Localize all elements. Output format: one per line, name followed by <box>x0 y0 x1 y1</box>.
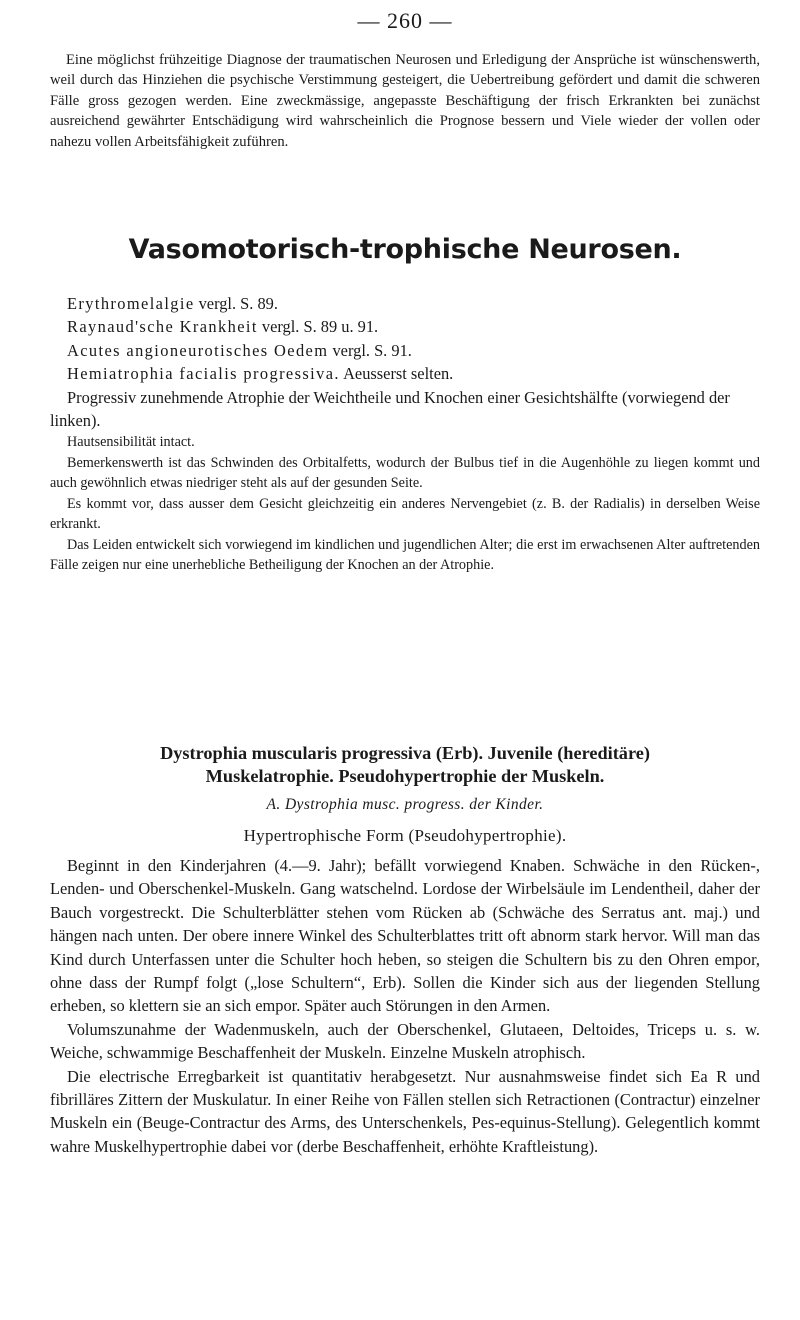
entry-term: Hemiatrophia facialis progressiva. <box>67 364 340 384</box>
entry-text: Aeusserst selten. <box>339 364 454 384</box>
heading-line: Dystrophia muscularis progressiva (Erb). Juvenile (hereditäre) <box>160 743 650 763</box>
entry-term: Acutes angioneurotisches Oedem <box>67 340 329 360</box>
entry-text: vergl. S. 89 u. 91. <box>257 317 379 337</box>
body-paragraph: Die electrische Erregbarkeit ist quantitativ herabgesetzt. Nur ausnahmsweise findet sich Ea R und fibrilläres Zittern der Muskulatur. In einer Reihe von Fällen stellen sich Retractionen (Contractur) einzelner Muskeln ein (Beuge-Contractur des Arms, des Unterschenkels, Pes-equinus-Stellung). Gelegentlich kommt wahre Muskelhypertrophie dabei vor (derbe Beschaffenheit, erhöhte Kraftleistung). <box>50 1066 760 1156</box>
note-paragraph: Das Leiden entwickelt sich vorwiegend im kindlichen und jugendlichen Alter; die erst im erwachsenen Alter auftretenden Fälle zeigen nur eine unerhebliche Betheiligung der Knochen an der Atrophie. <box>50 536 760 574</box>
entry-angioneurotic-oedema <box>50 339 760 362</box>
entry-hemiatrophia <box>50 362 760 385</box>
entry-term: Raynaud'sche Krankheit <box>67 317 258 337</box>
entry-text: vergl. S. 91. <box>328 340 412 360</box>
form-heading: Hypertrophische Form (Pseudohypertrophie). <box>243 826 567 845</box>
note-paragraph: Bemerkenswerth ist das Schwinden des Orbitalfetts, wodurch der Bulbus tief in die Augenhöhle zu liegen kommt und auch gewöhnlich etwas niedriger steht als auf der gesunden Seite. <box>50 454 760 492</box>
entry-erythromelalgie <box>50 292 760 315</box>
page-number: — 260 — <box>357 8 453 33</box>
subheading-children: A. Dystrophia musc. progress. der Kinder. <box>266 796 544 813</box>
section-vasomotor <box>50 292 760 576</box>
small-print-notes <box>50 432 760 576</box>
intro-paragraph: Eine möglichst frühzeitige Diagnose der traumatischen Neurosen und Erledigung der Ansprüche ist wünschenswerth, weil durch das Hinziehen die psychische Verstimmung gesteigert, die Uebertreibung gefördert und damit die schweren Fälle gross gezogen werden. Eine zweckmässige, angepasste Beschäftigung der frisch Erkrankten bei zunächst ausreichend gewährter Entschädigung wird wahrscheinlich die Prognose bessern und Viele wieder der vollen oder nahezu vollen Arbeitsfähigkeit zuführen. <box>50 52 760 150</box>
entry-raynaud <box>50 315 760 338</box>
body-paragraph: Volumszunahme der Wadenmuskeln, auch der Oberschenkel, Glutaeen, Deltoides, Triceps u. s. w. Weiche, schwammige Beschaffenheit der Muskeln. Einzelne Muskeln atrophisch. <box>50 1019 760 1063</box>
note-paragraph: Es kommt vor, dass ausser dem Gesicht gleichzeitig ein anderes Nervengebiet (z. B. der Radialis) in derselben Weise erkrankt. <box>50 495 760 533</box>
heading-line: Muskelatrophie. Pseudohypertrophie der Muskeln. <box>205 766 605 786</box>
note-paragraph: Hautsensibilität intact. <box>67 434 195 451</box>
section-heading-vasomotor: Vasomotorisch-trophische Neurosen. <box>128 234 682 265</box>
intro-text <box>50 50 760 152</box>
section-dystrophia-body <box>50 854 760 1158</box>
entry-text: vergl. S. 89. <box>194 294 278 313</box>
entry-term: Erythromelalgie <box>67 294 195 313</box>
body-paragraph: Beginnt in den Kinderjahren (4.—9. Jahr); befällt vorwiegend Knaben. Schwäche in den Rücken-, Lenden- und Oberschenkel-Muskeln. Gang watschelnd. Lordose der Wirbelsäule im Lendentheil, daher der Bauch vorgestreckt. Die Schulterblätter stehen vom Rücken ab (Schwäche des Serratus ant. maj.) und hängen nach unten. Der obere innere Winkel des Schulterblattes tritt oft abnorm stark hervor. Will man das Kind durch Unterfassen unter die Schulter hoch heben, so steigen die Schultern bis zu den Ohren empor, ohne dass der Rumpf folgt („lose Schultern“, Erb). Sollen die Kinder sich aus der liegenden Stellung erheben, so klettern sie an sich empor. Später auch Störungen in den Armen. <box>50 856 760 1016</box>
section-heading-dystrophia <box>50 742 760 788</box>
hemiatrophia-description: Progressiv zunehmende Atrophie der Weichtheile und Knochen einer Gesichtshälfte (vorwiegend der linken). <box>50 387 730 431</box>
